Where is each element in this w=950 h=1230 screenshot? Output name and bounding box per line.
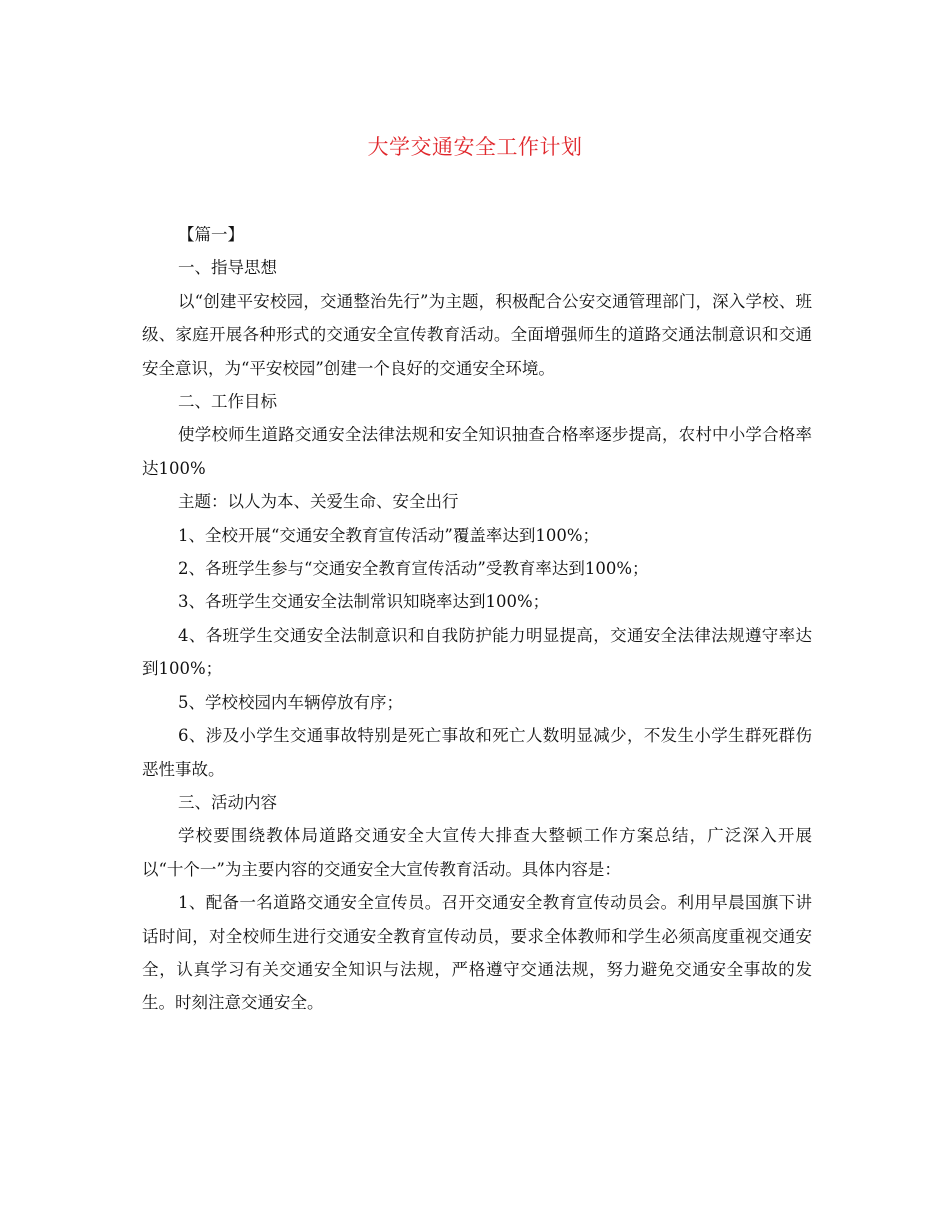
document-title: 大学交通安全工作计划 (367, 135, 583, 159)
heading-work-goals: 二、工作目标 (178, 392, 277, 412)
document-body (142, 218, 812, 1020)
heading-activity-content: 三、活动内容 (178, 792, 277, 812)
list-item-goal-3: 3、各班学生交通安全法制常识知晓率达到100%； (178, 592, 550, 612)
section-label: 【篇一】 (178, 225, 244, 244)
list-item-activity-1: 1、配备一名道路交通安全宣传员。召开交通安全教育宣传动员会。利用早晨国旗下讲话时间，对全校师生进行交通安全教育宣传动员，要求全体教师和学生必须高度重视交通安全，认真学习有关交通安全知识与法规，严格遵守交通法规，努力避免交通安全事故的发生。时刻注意交通安全。 (142, 893, 812, 1013)
list-item-goal-5: 5、学校校园内车辆停放有序； (178, 692, 403, 712)
paragraph-theme: 主题：以人为本、关爱生命、安全出行 (178, 492, 459, 512)
list-item-goal-2: 2、各班学生参与“交通安全教育宣传活动”受教育率达到100%； (178, 559, 649, 579)
paragraph-work-goals: 使学校师生道路交通安全法律法规和安全知识抽查合格率逐步提高，农村中小学合格率达100% (142, 425, 812, 478)
list-item-goal-6: 6、涉及小学生交通事故特别是死亡事故和死亡人数明显减少，不发生小学生群死群伤恶性事故。 (142, 726, 812, 779)
list-item-goal-1: 1、全校开展“交通安全教育宣传活动”覆盖率达到100%； (178, 525, 600, 545)
list-item-goal-4: 4、各班学生交通安全法制意识和自我防护能力明显提高，交通安全法律法规遵守率达到100%； (142, 625, 812, 679)
heading-guiding-ideology: 一、指导思想 (178, 258, 277, 278)
paragraph-activity-intro: 学校要围绕教体局道路交通安全大宣传大排查大整顿工作方案总结，广泛深入开展以“十个一”为主要内容的交通安全大宣传教育活动。具体内容是： (142, 826, 812, 879)
paragraph-guiding-ideology: 以“创建平安校园，交通整治先行”为主题，积极配合公安交通管理部门，深入学校、班级、家庭开展各种形式的交通安全宣传教育活动。全面增强师生的道路交通法制意识和交通安全意识，为“平安校园”创建一个良好的交通安全环境。 (142, 291, 812, 378)
